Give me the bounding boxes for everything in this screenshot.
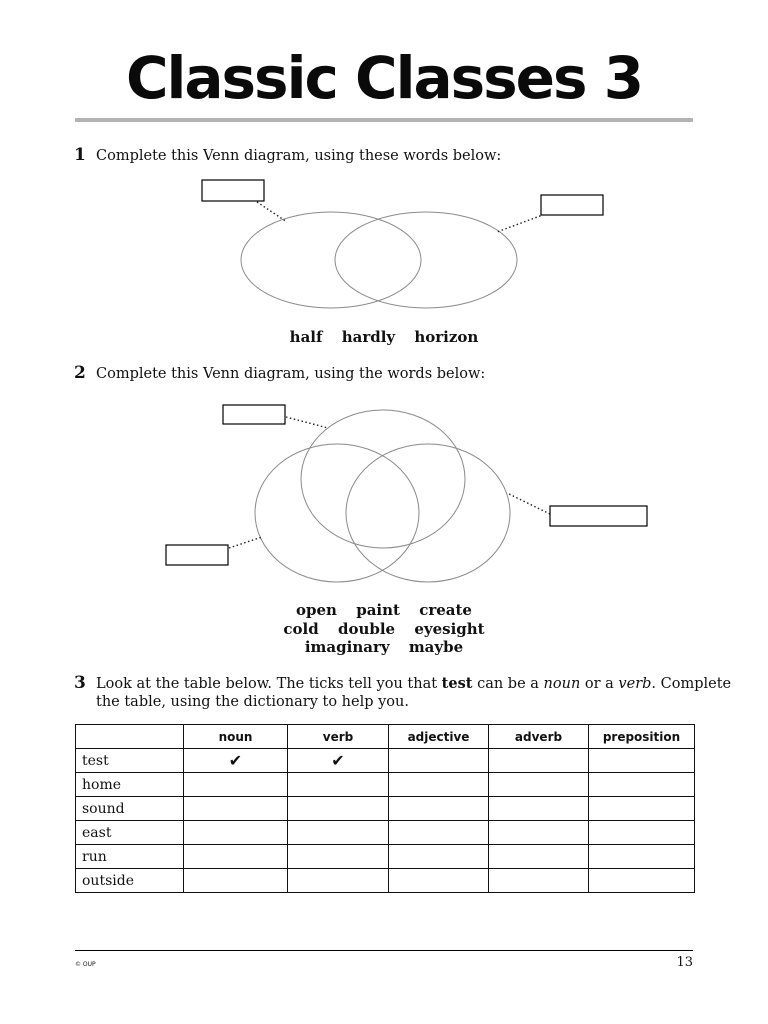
tick-cell[interactable]: [389, 773, 489, 797]
table-row: [76, 773, 695, 797]
table-header-verb: verb: [288, 725, 389, 749]
tick-cell[interactable]: [389, 821, 489, 845]
table-header-noun: noun: [184, 725, 288, 749]
tick-cell[interactable]: [489, 773, 589, 797]
question-1-text: Complete this Venn diagram, using these words below:: [96, 148, 502, 164]
word-class-table: [75, 724, 695, 893]
word-bank-item: imaginary: [304, 638, 390, 656]
tick-cell[interactable]: [288, 845, 389, 869]
word-bank-line: [0, 601, 768, 620]
tick-cell[interactable]: [489, 749, 589, 773]
tick-cell[interactable]: [489, 797, 589, 821]
question-2-number: 2: [74, 363, 86, 383]
tick-cell[interactable]: [589, 869, 695, 893]
tick-cell[interactable]: [184, 845, 288, 869]
word-bank-item: horizon: [414, 328, 479, 346]
row-word: test: [76, 749, 184, 773]
tick-cell[interactable]: [389, 869, 489, 893]
tick-cell[interactable]: [589, 845, 695, 869]
question-3-line-1: [96, 675, 731, 693]
tick-cell[interactable]: [489, 821, 589, 845]
table-header-preposition: preposition: [589, 725, 695, 749]
question-2-text: Complete this Venn diagram, using the words below:: [96, 366, 486, 382]
venn-2-left-connector: [229, 537, 262, 548]
row-word: home: [76, 773, 184, 797]
word-bank-item: double: [337, 619, 396, 638]
word-bank-item: maybe: [408, 638, 464, 656]
word-bank-item: half: [289, 328, 323, 346]
table-row: [76, 845, 695, 869]
text-run: or a: [580, 676, 619, 692]
word-bank-line: [0, 638, 768, 657]
venn-2-left-answer-box[interactable]: [166, 545, 228, 565]
word-bank-item: open: [296, 601, 337, 619]
tick-cell[interactable]: [389, 845, 489, 869]
word-bank-line: [0, 620, 768, 639]
table-row: [76, 797, 695, 821]
tick-cell[interactable]: [389, 797, 489, 821]
venn-1-right-connector: [497, 213, 548, 232]
word-bank-item: cold: [283, 619, 319, 638]
text-run-italic: verb: [618, 676, 652, 692]
venn-1-left-circle: [241, 212, 421, 308]
table-header-blank: [76, 725, 184, 749]
title-divider: [75, 118, 693, 122]
venn-diagram-2: [0, 395, 768, 595]
page-title: Classic Classes 3: [125, 44, 643, 112]
row-word: run: [76, 845, 184, 869]
venn-1-right-circle: [335, 212, 517, 308]
table-header-adverb: adverb: [489, 725, 589, 749]
table-header-adjective: adjective: [389, 725, 489, 749]
question-1-word-bank: [0, 328, 768, 347]
venn-2-top-connector: [286, 417, 328, 428]
tick-cell[interactable]: [589, 773, 695, 797]
table-row: [76, 821, 695, 845]
question-2-word-bank: [0, 601, 768, 657]
question-3-line-2: the table, using the dictionary to help you.: [96, 694, 409, 710]
venn-2-right-connector: [507, 493, 550, 514]
tick-cell[interactable]: [589, 821, 695, 845]
question-1-number: 1: [74, 145, 86, 165]
tick-cell[interactable]: ✔: [288, 749, 389, 773]
venn-1-left-answer-box[interactable]: [202, 180, 264, 201]
tick-cell[interactable]: ✔: [184, 749, 288, 773]
venn-2-top-answer-box[interactable]: [223, 405, 285, 424]
copyright-notice: © OUP: [75, 961, 96, 968]
table-row: [76, 749, 695, 773]
tick-cell[interactable]: [288, 869, 389, 893]
tick-cell[interactable]: [288, 821, 389, 845]
tick-cell[interactable]: [288, 797, 389, 821]
tick-cell[interactable]: [184, 869, 288, 893]
question-3-text: [96, 675, 731, 711]
table-header-row: [76, 725, 695, 749]
tick-cell[interactable]: [589, 749, 695, 773]
tick-cell[interactable]: [389, 749, 489, 773]
tick-cell[interactable]: [184, 797, 288, 821]
venn-2-left-circle: [255, 444, 419, 582]
tick-cell[interactable]: [288, 773, 389, 797]
tick-cell[interactable]: [184, 821, 288, 845]
tick-cell[interactable]: [589, 797, 695, 821]
footer-divider: [75, 950, 693, 951]
row-word: east: [76, 821, 184, 845]
tick-cell[interactable]: [489, 845, 589, 869]
text-run-italic: noun: [543, 676, 581, 692]
word-bank-item: create: [419, 601, 472, 619]
venn-diagram-1: [0, 170, 768, 320]
venn-2-right-answer-box[interactable]: [550, 506, 647, 526]
text-run: can be a: [472, 676, 544, 692]
venn-1-right-answer-box[interactable]: [541, 195, 603, 215]
row-word: outside: [76, 869, 184, 893]
question-3-number: 3: [74, 673, 86, 693]
table-row: [76, 869, 695, 893]
page-number: 13: [676, 955, 693, 970]
venn-2-top-circle: [301, 410, 465, 548]
row-word: sound: [76, 797, 184, 821]
word-bank-item: hardly: [341, 328, 396, 346]
venn-2-right-circle: [346, 444, 510, 582]
text-run-bold: test: [441, 675, 473, 692]
text-run: Look at the table below. The ticks tell you that: [96, 676, 442, 692]
tick-cell[interactable]: [489, 869, 589, 893]
text-run: . Complete: [651, 676, 732, 692]
word-bank-item: eyesight: [414, 619, 485, 638]
tick-cell[interactable]: [184, 773, 288, 797]
word-bank-item: paint: [356, 601, 400, 619]
